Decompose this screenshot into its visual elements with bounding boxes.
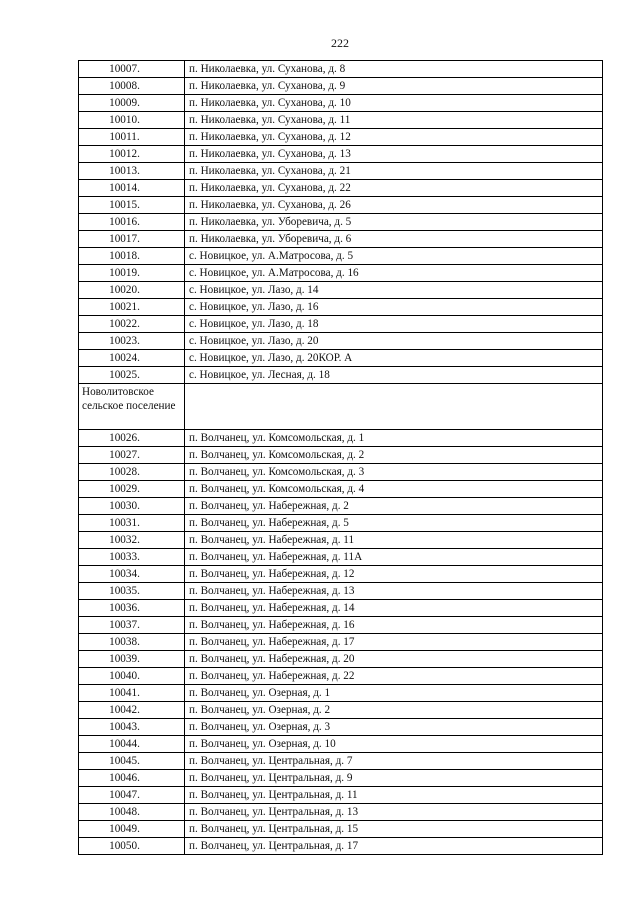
row-number: 10033. <box>79 549 185 566</box>
row-number: 10032. <box>79 532 185 549</box>
row-address: п. Волчанец, ул. Центральная, д. 13 <box>185 804 603 821</box>
table-row <box>79 95 603 112</box>
row-number: 10039. <box>79 651 185 668</box>
section-row <box>79 384 603 430</box>
row-number: 10035. <box>79 583 185 600</box>
address-rows-top <box>79 61 603 384</box>
table-row <box>79 566 603 583</box>
row-address: с. Новицкое, ул. Лазо, д. 14 <box>185 282 603 299</box>
table-row <box>79 583 603 600</box>
table-row <box>79 770 603 787</box>
row-number: 10009. <box>79 95 185 112</box>
row-address: п. Николаевка, ул. Суханова, д. 26 <box>185 197 603 214</box>
table-row <box>79 821 603 838</box>
table-row <box>79 197 603 214</box>
table-row <box>79 316 603 333</box>
row-number: 10022. <box>79 316 185 333</box>
row-address: п. Волчанец, ул. Центральная, д. 7 <box>185 753 603 770</box>
row-address: с. Новицкое, ул. Лазо, д. 18 <box>185 316 603 333</box>
row-address: п. Волчанец, ул. Озерная, д. 1 <box>185 685 603 702</box>
row-number: 10027. <box>79 447 185 464</box>
table-row <box>79 838 603 855</box>
row-number: 10029. <box>79 481 185 498</box>
row-address: п. Волчанец, ул. Набережная, д. 12 <box>185 566 603 583</box>
row-address: п. Николаевка, ул. Суханова, д. 22 <box>185 180 603 197</box>
table-row <box>79 651 603 668</box>
row-address: п. Волчанец, ул. Набережная, д. 13 <box>185 583 603 600</box>
row-number: 10047. <box>79 787 185 804</box>
row-address: п. Волчанец, ул. Озерная, д. 3 <box>185 719 603 736</box>
table-row <box>79 231 603 248</box>
row-address: с. Новицкое, ул. Лазо, д. 20 <box>185 333 603 350</box>
row-number: 10046. <box>79 770 185 787</box>
row-address: п. Николаевка, ул. Суханова, д. 9 <box>185 78 603 95</box>
table-row <box>79 78 603 95</box>
row-address: п. Волчанец, ул. Набережная, д. 2 <box>185 498 603 515</box>
row-number: 10017. <box>79 231 185 248</box>
row-address: с. Новицкое, ул. А.Матросова, д. 16 <box>185 265 603 282</box>
row-number: 10041. <box>79 685 185 702</box>
row-address: п. Николаевка, ул. Суханова, д. 11 <box>185 112 603 129</box>
table-row <box>79 180 603 197</box>
row-number: 10021. <box>79 299 185 316</box>
row-number: 10011. <box>79 129 185 146</box>
address-rows-bottom <box>79 430 603 855</box>
row-number: 10026. <box>79 430 185 447</box>
row-number: 10015. <box>79 197 185 214</box>
table-row <box>79 549 603 566</box>
row-number: 10028. <box>79 464 185 481</box>
row-address: п. Волчанец, ул. Набережная, д. 22 <box>185 668 603 685</box>
row-number: 10023. <box>79 333 185 350</box>
row-number: 10045. <box>79 753 185 770</box>
section-label: Новолитовское сельское поселение <box>79 384 185 430</box>
row-address: п. Волчанец, ул. Центральная, д. 11 <box>185 787 603 804</box>
table-row <box>79 61 603 78</box>
row-address: п. Волчанец, ул. Комсомольская, д. 3 <box>185 464 603 481</box>
table-row <box>79 282 603 299</box>
table-row <box>79 464 603 481</box>
row-number: 10048. <box>79 804 185 821</box>
row-address: п. Николаевка, ул. Уборевича, д. 5 <box>185 214 603 231</box>
row-number: 10012. <box>79 146 185 163</box>
row-number: 10010. <box>79 112 185 129</box>
table-row <box>79 787 603 804</box>
row-address: п. Волчанец, ул. Центральная, д. 9 <box>185 770 603 787</box>
row-address: п. Николаевка, ул. Суханова, д. 13 <box>185 146 603 163</box>
table-row <box>79 447 603 464</box>
table-row <box>79 481 603 498</box>
table-row <box>79 248 603 265</box>
row-address: п. Николаевка, ул. Суханова, д. 21 <box>185 163 603 180</box>
row-address: п. Волчанец, ул. Набережная, д. 14 <box>185 600 603 617</box>
table-row <box>79 702 603 719</box>
table-row <box>79 129 603 146</box>
table-row <box>79 532 603 549</box>
row-number: 10024. <box>79 350 185 367</box>
row-address: п. Волчанец, ул. Набережная, д. 20 <box>185 651 603 668</box>
row-number: 10031. <box>79 515 185 532</box>
row-address: п. Волчанец, ул. Комсомольская, д. 1 <box>185 430 603 447</box>
table-row <box>79 515 603 532</box>
table-row <box>79 299 603 316</box>
row-number: 10013. <box>79 163 185 180</box>
row-address: с. Новицкое, ул. А.Матросова, д. 5 <box>185 248 603 265</box>
table-row <box>79 498 603 515</box>
row-address: п. Николаевка, ул. Суханова, д. 8 <box>185 61 603 78</box>
row-number: 10030. <box>79 498 185 515</box>
row-address: п. Волчанец, ул. Центральная, д. 17 <box>185 838 603 855</box>
table-row <box>79 146 603 163</box>
row-address: п. Николаевка, ул. Уборевича, д. 6 <box>185 231 603 248</box>
row-address: п. Волчанец, ул. Набережная, д. 17 <box>185 634 603 651</box>
section-empty-cell <box>185 384 603 430</box>
address-table <box>78 60 603 855</box>
row-address: п. Волчанец, ул. Набережная, д. 11 <box>185 532 603 549</box>
table-row <box>79 685 603 702</box>
page-number: 222 <box>331 36 349 50</box>
row-address: п. Волчанец, ул. Набережная, д. 16 <box>185 617 603 634</box>
row-number: 10044. <box>79 736 185 753</box>
table-row <box>79 430 603 447</box>
row-number: 10014. <box>79 180 185 197</box>
table-row <box>79 719 603 736</box>
table-row <box>79 265 603 282</box>
row-number: 10043. <box>79 719 185 736</box>
row-address: п. Волчанец, ул. Центральная, д. 15 <box>185 821 603 838</box>
row-address: п. Волчанец, ул. Набережная, д. 5 <box>185 515 603 532</box>
row-address: п. Волчанец, ул. Комсомольская, д. 2 <box>185 447 603 464</box>
row-address: п. Николаевка, ул. Суханова, д. 10 <box>185 95 603 112</box>
table-row <box>79 753 603 770</box>
row-number: 10019. <box>79 265 185 282</box>
table-row <box>79 350 603 367</box>
row-number: 10020. <box>79 282 185 299</box>
row-address: п. Волчанец, ул. Озерная, д. 2 <box>185 702 603 719</box>
table-row <box>79 214 603 231</box>
row-address: с. Новицкое, ул. Лазо, д. 16 <box>185 299 603 316</box>
row-number: 10049. <box>79 821 185 838</box>
row-number: 10008. <box>79 78 185 95</box>
row-number: 10034. <box>79 566 185 583</box>
section-group <box>79 384 603 430</box>
row-address: п. Волчанец, ул. Комсомольская, д. 4 <box>185 481 603 498</box>
row-number: 10037. <box>79 617 185 634</box>
table-row <box>79 736 603 753</box>
table-row <box>79 617 603 634</box>
row-number: 10025. <box>79 367 185 384</box>
row-number: 10050. <box>79 838 185 855</box>
row-address: п. Николаевка, ул. Суханова, д. 12 <box>185 129 603 146</box>
table-row <box>79 367 603 384</box>
row-address: с. Новицкое, ул. Лесная, д. 18 <box>185 367 603 384</box>
row-number: 10042. <box>79 702 185 719</box>
table-row <box>79 804 603 821</box>
table-row <box>79 112 603 129</box>
row-number: 10007. <box>79 61 185 78</box>
row-number: 10016. <box>79 214 185 231</box>
table-row <box>79 163 603 180</box>
row-number: 10038. <box>79 634 185 651</box>
row-address: с. Новицкое, ул. Лазо, д. 20КОР. А <box>185 350 603 367</box>
row-address: п. Волчанец, ул. Набережная, д. 11А <box>185 549 603 566</box>
table-row <box>79 600 603 617</box>
table-row <box>79 333 603 350</box>
row-number: 10018. <box>79 248 185 265</box>
table-row <box>79 634 603 651</box>
row-number: 10036. <box>79 600 185 617</box>
row-number: 10040. <box>79 668 185 685</box>
table-row <box>79 668 603 685</box>
row-address: п. Волчанец, ул. Озерная, д. 10 <box>185 736 603 753</box>
